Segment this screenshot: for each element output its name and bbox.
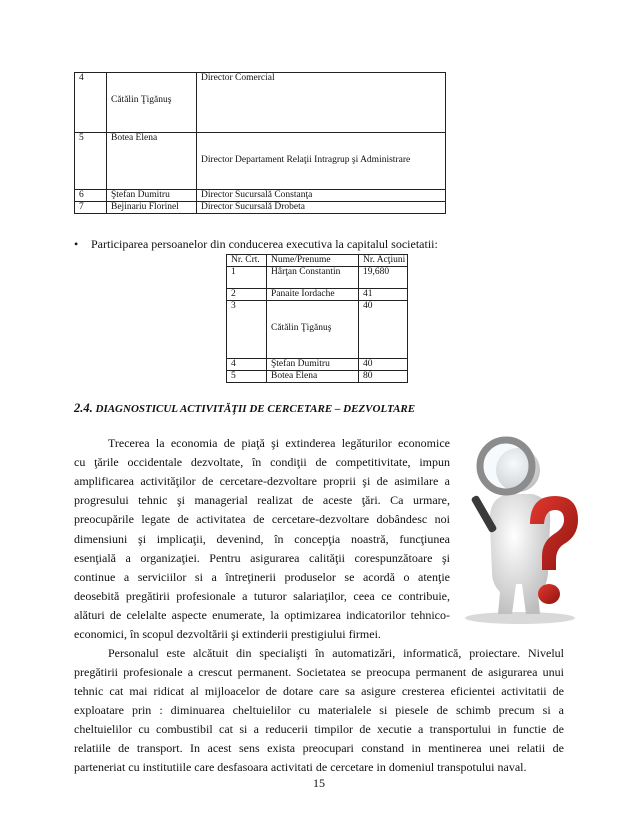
table-row <box>75 190 446 202</box>
person-name <box>107 73 197 133</box>
column-header: Nr. Acţiuni <box>359 255 408 267</box>
paragraph-line: continue a serviciilor si a întreţinerii produselor se acordă o atenţie <box>74 570 450 584</box>
question-figure-illustration <box>460 424 580 624</box>
person-name: Botea Elena <box>107 133 197 190</box>
section-number: 2.4. <box>74 401 93 415</box>
bullet-item <box>74 237 438 252</box>
paragraph-line: relatiile de transport. In acest sens exista preocupari constand in mentinerea unei relatii de <box>74 741 564 755</box>
person-role: Director Sucursală Drobeta <box>197 202 446 214</box>
table-row <box>75 202 446 214</box>
table-row <box>227 267 408 289</box>
paragraph-line: dimensiuni şi implicaţii, devenind, în concepţia noastră, funcţiunea <box>74 532 450 546</box>
paragraph-line: exploatare prin : diminuarea cheltuielilor cu materialele si piesele de schimb precum si a <box>74 703 564 717</box>
person-name: Panaite Iordache <box>267 289 359 301</box>
row-number: 4 <box>227 359 267 371</box>
section-title: DIAGNOSTICUL ACTIVITĂŢII DE CERCETARE – DEZVOLTARE <box>95 403 416 415</box>
row-number: 6 <box>75 190 107 202</box>
paragraph-line: cu ţările occidentale dezvoltate, în condiţii de competitivitate, impun <box>74 455 450 469</box>
person-name: Hârţan Constantin <box>267 267 359 289</box>
person-name: Ştefan Dumitru <box>107 190 197 202</box>
table-row <box>227 301 408 359</box>
share-count: 40 <box>359 359 408 371</box>
row-number: 5 <box>75 133 107 190</box>
paragraph-line: deosebită pregătirii profesionale a tuturor salariaţilor, ceea ce contribuie, <box>74 589 450 603</box>
question-mark-dot <box>538 584 560 604</box>
bullet-text: Participarea persoanelor din conducerea executiva la capitalul societatii: <box>91 237 438 251</box>
share-count: 19,680 <box>359 267 408 289</box>
section-heading <box>74 401 415 416</box>
person-role-text: Director Departament Relaţii Intragrup şi Administrare <box>201 155 411 165</box>
paragraph-line: alături de celelalte aspecte enumerate, la optimizarea indicatorilor tehnico- <box>74 608 450 622</box>
paragraph-line: esenţială a organizaţiei. Pentru asigurarea calităţii corespunzătoare şi <box>74 551 450 565</box>
table-row <box>75 133 446 190</box>
paragraph-line: amplificarea activităţilor de cercetare-dezvoltare proprii şi de asimilare a <box>74 474 450 488</box>
table-row <box>227 371 408 383</box>
shareholding-table <box>226 254 408 383</box>
share-count: 40 <box>359 301 408 359</box>
table-row <box>227 359 408 371</box>
bullet-symbol: • <box>74 237 79 251</box>
row-number: 4 <box>75 73 107 133</box>
person-name: Bejinariu Florinel <box>107 202 197 214</box>
person-name: Ştefan Dumitru <box>267 359 359 371</box>
paragraph-line: Trecerea la economia de piaţă şi extinderea legăturilor economice <box>108 436 450 450</box>
person-name <box>267 301 359 359</box>
paragraph-line: preocupările legate de activitatea de cercetare-dezvoltare dobândesc noi <box>74 512 450 526</box>
directors-table <box>74 72 446 214</box>
column-header: Nr. Crt. <box>227 255 267 267</box>
paragraph-line: tehnic cat mai ridicat al mijloacelor de dotare care sa asigure cresterea eficientei activitatii de <box>74 684 564 698</box>
person-role: Director Sucursală Constanţa <box>197 190 446 202</box>
table-header-row <box>227 255 408 267</box>
row-number: 5 <box>227 371 267 383</box>
table-row <box>75 73 446 133</box>
page-number: 15 <box>313 776 325 790</box>
person-name-text: Cătălin Ţigănuş <box>271 323 332 333</box>
share-count: 80 <box>359 371 408 383</box>
paragraph-line: Personalul este alcătuit din specialişti în automatizări, informatică, proiectare. Nivelul <box>108 646 564 660</box>
paragraph-line: economici, în scopul dezvoltării şi extinderii prestigiului firmei. <box>74 627 381 641</box>
paragraph-line: pregătirii profesionale a crescut permanent. Societatea se preocupa permanent de asigurarea unui <box>74 665 564 679</box>
floor-shadow <box>465 612 575 624</box>
person-role: Director Comercial <box>197 73 446 133</box>
person-name: Botea Elena <box>267 371 359 383</box>
paragraph-line: parteneriat cu institutiile care desfasoara activitati de cercetare in domeniul transpotului naval. <box>74 760 527 774</box>
paragraph-line: progresului tehnic şi managerial realizat de aceste ţări. Ca urmare, <box>74 493 450 507</box>
share-count: 41 <box>359 289 408 301</box>
row-number: 3 <box>227 301 267 359</box>
row-number: 7 <box>75 202 107 214</box>
row-number: 1 <box>227 267 267 289</box>
row-number: 2 <box>227 289 267 301</box>
table-row <box>227 289 408 301</box>
magnifier-ring <box>480 440 532 492</box>
column-header: Nume/Prenume <box>267 255 359 267</box>
person-role <box>197 133 446 190</box>
paragraph-line: cheltuielilor cu combustibil cat si a reducerii timpilor de xecutie a transportului in functie de <box>74 722 564 736</box>
person-name-text: Cătălin Ţigănuş <box>111 95 172 105</box>
